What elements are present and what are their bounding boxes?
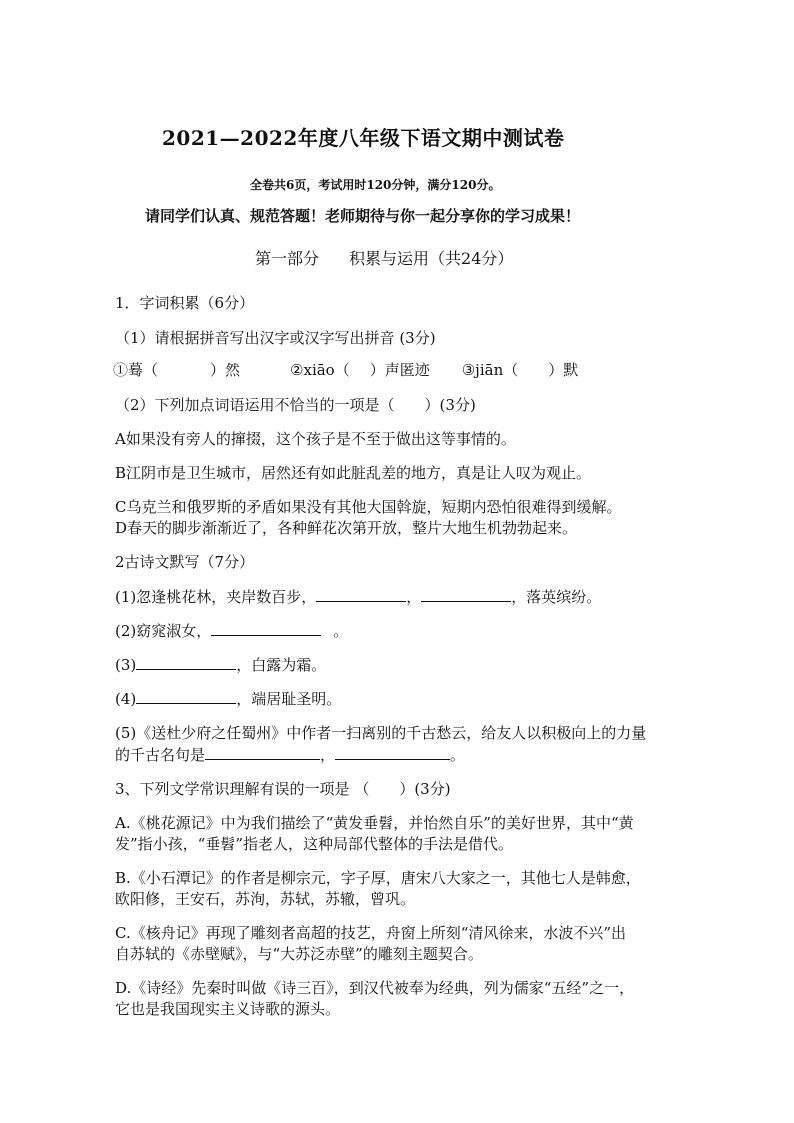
answer-blank[interactable] — [211, 621, 321, 636]
answer-blank[interactable] — [136, 655, 236, 670]
pinyin-item-1b: ）然 — [210, 361, 241, 379]
q2-line-4 — [115, 689, 341, 709]
pinyin-item-3b: ）默 — [548, 361, 579, 379]
q3-option-d-line1: D.《诗经》先秦时叫做《诗三百》，到汉代被奉为经典，列为儒家“五经”之一， — [115, 979, 635, 997]
q3-heading: 3、下列文学常识理解有误的一项是 （ ）(3分) — [115, 780, 451, 798]
q1-option-a: A如果没有旁人的撺掇，这个孩子是不至于做出这等事情的。 — [115, 430, 516, 448]
q3-option-c-line2: 自苏轼的《赤壁赋》，与“大苏泛赤壁”的雕刻主题契合。 — [115, 945, 483, 963]
answer-blank[interactable] — [316, 587, 406, 602]
q3-option-c-line1: C.《核舟记》再现了雕刻者高超的技艺，舟窗上所刻“清风徐来，水波不兴”出 — [115, 924, 627, 942]
encouragement-text: 请同学们认真、规范答题！老师期待与你一起分享你的学习成果！ — [145, 207, 581, 225]
q3-option-b-line1: B.《小石潭记》的作者是柳宗元，字子厚，唐宋八大家之一，其他七人是韩愈， — [115, 869, 641, 887]
q1-sub1: （1）请根据拼音写出汉字或汉字写出拼音 (3分) — [115, 329, 436, 347]
q2-line-3-text: (3) — [115, 656, 137, 674]
part1-desc: 积累与运用（共24分） — [349, 249, 514, 268]
q2-line-1-comma: ， — [406, 588, 422, 606]
q1-option-b: B江阴市是卫生城市，居然还有如此脏乱差的地方，真是让人叹为观止。 — [115, 464, 592, 482]
q2-line-2-text: (2)窈窕淑女， — [115, 622, 212, 640]
q2-heading: 2古诗文默写（7分） — [115, 553, 255, 571]
exam-title: 2021—2022年度八年级下语文期中测试卷 — [162, 126, 565, 150]
q3-option-a-line1: A.《桃花源记》中为我们描绘了“黄发垂髫，并怡然自乐”的美好世界，其中“黄 — [115, 814, 634, 832]
q1-option-c: C乌克兰和俄罗斯的矛盾如果没有其他大国斡旋，短期内恐怕很难得到缓解。 — [115, 498, 622, 516]
part1-label: 第一部分 — [255, 249, 320, 268]
q3-option-d-line2: 它也是我国现实主义诗歌的源头。 — [115, 1000, 341, 1018]
exam-subtitle: 全卷共6页，考试用时120分钟，满分120分。 — [250, 178, 501, 192]
q2-line-6 — [115, 745, 465, 765]
q2-line-1-end: ，落英缤纷。 — [511, 588, 602, 606]
q2-line-6-comma: ， — [320, 746, 336, 764]
pinyin-item-2a: ②xiāo（ — [290, 361, 350, 379]
answer-blank[interactable] — [136, 689, 236, 704]
q1-option-d: D春天的脚步渐渐近了，各种鲜花次第开放，整片大地生机勃勃起来。 — [115, 519, 578, 537]
pinyin-item-3a: ③jiān（ — [461, 361, 519, 379]
q2-line-2-end: 。 — [333, 622, 349, 640]
q1-heading: 1．字词积累（6分） — [115, 294, 255, 312]
q2-line-6-end: 。 — [450, 746, 466, 764]
q2-line-6-text: 的千古名句是 — [115, 746, 206, 764]
q3-option-a-line2: 发”指小孩，“垂髫”指老人，这种局部代整体的手法是借代。 — [115, 835, 514, 853]
q1-pinyin-line — [113, 360, 578, 380]
q2-line-4-text: (4) — [115, 690, 137, 708]
pinyin-item-2b: ）声匿迹 — [369, 361, 430, 379]
answer-blank[interactable] — [421, 587, 511, 602]
answer-blank[interactable] — [335, 745, 450, 760]
answer-blank[interactable] — [205, 745, 320, 760]
q2-line-3 — [115, 655, 326, 675]
q2-line-2 — [115, 621, 348, 641]
q2-line-4-end: ，端居耻圣明。 — [236, 690, 342, 708]
part1-title — [255, 249, 513, 269]
pinyin-item-1a: ①蓦（ — [113, 361, 159, 379]
q1-sub2: （2）下列加点词语运用不恰当的一项是（ ）(3分) — [115, 396, 476, 414]
q2-line-5: (5)《送杜少府之任蜀州》中作者一扫离别的千古愁云，给友人以积极向上的力量 — [115, 724, 647, 742]
q3-option-b-line2: 欧阳修，王安石，苏洵，苏轼，苏辙，曾巩。 — [115, 890, 416, 908]
q2-line-1-text: (1)忽逢桃花林，夹岸数百步， — [115, 588, 317, 606]
q2-line-1 — [115, 587, 601, 607]
q2-line-3-end: ，白露为霜。 — [236, 656, 327, 674]
